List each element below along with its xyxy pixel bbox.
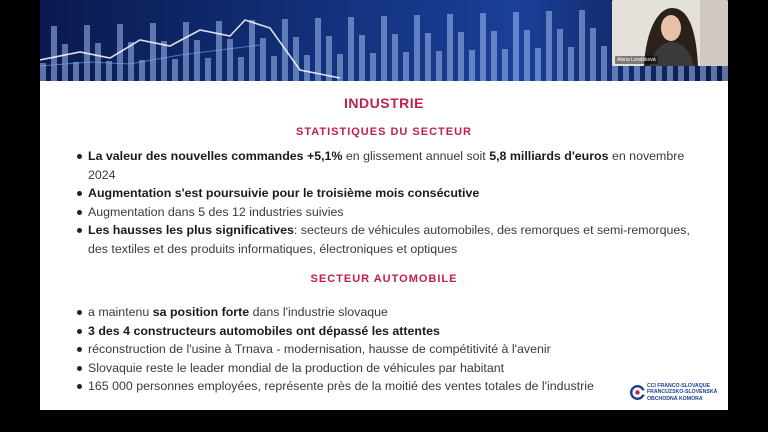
automotive-bullet-item-text: dans l'industrie slovaque	[249, 305, 388, 319]
automotive-bullet-item-text: 3 des 4 constructeurs automobiles ont dépassé les attentes	[88, 323, 440, 338]
slide-title: INDUSTRIE	[344, 95, 424, 111]
statistics-bullet-item	[88, 221, 704, 258]
statistics-bullet-item-text: en novembre 2024	[88, 149, 685, 182]
statistics-bullet-item-text: Augmentation dans 5 des 12 industries suivies	[88, 204, 344, 219]
statistics-bullet-item	[88, 203, 704, 222]
statistics-bullet-item	[88, 184, 704, 203]
automotive-bullet-item-text: 165 000 personnes employées, représente près de la moitié des ventes totales de l'industrie	[88, 379, 594, 393]
automotive-bullet-item-text: réconstruction de l'usine à Trnava - modernisation, hausse de compétitivité à l'avenir	[88, 342, 551, 356]
automotive-bullet-item	[88, 322, 704, 341]
logo-line-1: CCI FRANCO-SLOVAQUE	[647, 383, 711, 389]
statistics-bullet-item-text: : secteurs de véhicules automobiles, des remorques et semi-remorques, des textiles et des produits informatiques, électroniques et optiques	[88, 223, 690, 256]
statistics-bullet-item-text: en glissement annuel soit	[342, 149, 490, 163]
participant-video-tile[interactable]	[612, 0, 728, 66]
statistics-bullet-item-text: La valeur des nouvelles commandes +5,1%	[88, 149, 343, 163]
automotive-bullet-item	[88, 303, 704, 322]
logo-line-3: OBCHODNÁ KOMORA	[647, 395, 703, 402]
statistics-bullet-item-text: Les hausses les plus significatives	[88, 223, 294, 237]
automotive-bullet-item	[88, 340, 704, 359]
statistics-bullet-item	[88, 147, 704, 184]
automotive-bullet-item-text: Slovaquie reste le leader mondial de la production de véhicules par habitant	[88, 360, 505, 375]
cci-logo-text	[647, 383, 717, 402]
section-title-automotive: SECTEUR AUTOMOBILE	[310, 273, 458, 285]
cci-logo	[630, 382, 722, 404]
automotive-bullet-item	[88, 377, 704, 396]
section-title-statistics: STATISTIQUES DU SECTEUR	[296, 126, 472, 138]
statistics-bullet-item-text: Augmentation s'est poursuivie pour le troisième mois consécutive	[88, 186, 480, 200]
statistics-bullet-list	[88, 147, 704, 258]
automotive-bullet-list	[88, 303, 704, 396]
cci-logo-icon	[630, 385, 645, 400]
statistics-bullet-item-text: 5,8 milliards d'euros	[489, 149, 609, 163]
automotive-bullet-item-text: sa position forte	[152, 305, 250, 319]
participant-name-label: Alena Lendáková	[617, 57, 656, 63]
automotive-bullet-item	[88, 359, 704, 378]
logo-line-2: FRANCÚZSKO-SLOVENSKÁ	[647, 389, 718, 396]
automotive-bullet-item-text: a maintenu	[88, 305, 153, 319]
